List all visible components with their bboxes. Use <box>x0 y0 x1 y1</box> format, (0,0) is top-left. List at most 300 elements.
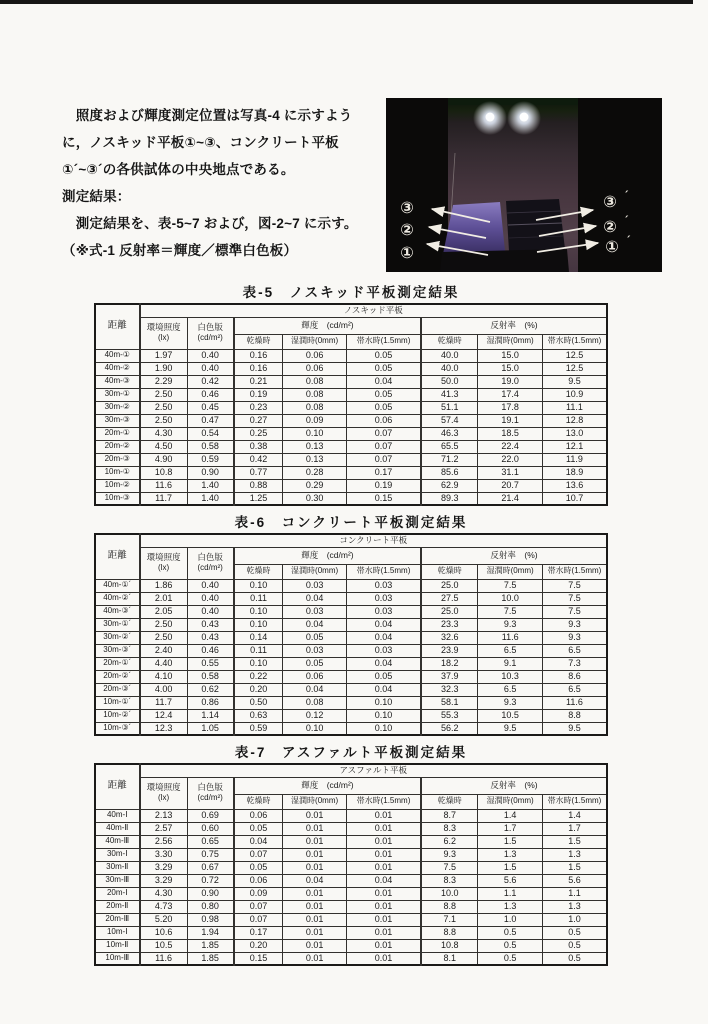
data-cell: 1.3 <box>478 848 543 861</box>
data-cell: 7.5 <box>478 579 543 592</box>
data-cell: 85.6 <box>421 466 478 479</box>
data-cell: 18.2 <box>421 657 478 670</box>
data-cell: 25.0 <box>421 579 478 592</box>
data-cell: 40.0 <box>421 362 478 375</box>
table-row <box>95 887 607 900</box>
data-cell: 1.1 <box>542 887 607 900</box>
data-cell: 10.7 <box>542 492 607 505</box>
data-cell: 0.12 <box>283 709 346 722</box>
data-cell: 0.88 <box>234 479 283 492</box>
col-header-flooded: 帯水時(1.5mm) <box>346 334 421 349</box>
data-cell: 9.3 <box>542 631 607 644</box>
table-row <box>95 683 607 696</box>
data-cell: 0.05 <box>283 631 346 644</box>
night-road-photo <box>386 98 662 272</box>
data-cell: 0.03 <box>283 644 346 657</box>
data-cell: 0.05 <box>346 349 421 362</box>
data-cell: 0.01 <box>283 939 346 952</box>
data-cell: 0.29 <box>283 479 346 492</box>
col-header-illuminance <box>140 777 188 809</box>
table-row <box>95 631 607 644</box>
table-6-body <box>95 579 607 735</box>
data-cell: 1.90 <box>140 362 188 375</box>
data-cell: 0.01 <box>346 939 421 952</box>
row-label-distance: 30m-③´ <box>95 644 140 657</box>
data-cell: 0.05 <box>234 861 283 874</box>
row-label-distance: 20m-②´ <box>95 670 140 683</box>
row-label-distance: 40m-③ <box>95 375 140 388</box>
table-row <box>95 696 607 709</box>
table-row <box>95 657 607 670</box>
data-cell: 0.01 <box>283 822 346 835</box>
table-row <box>95 349 607 362</box>
row-label-distance: 10m-②´ <box>95 709 140 722</box>
data-cell: 56.2 <box>421 722 478 735</box>
data-cell: 0.01 <box>346 835 421 848</box>
data-cell: 0.08 <box>283 401 346 414</box>
data-cell: 1.1 <box>478 887 543 900</box>
row-label-distance: 30m-②´ <box>95 631 140 644</box>
col-header-dry: 乾燥時 <box>234 334 283 349</box>
data-cell: 55.3 <box>421 709 478 722</box>
data-cell: 0.09 <box>234 887 283 900</box>
data-cell: 10.8 <box>140 466 188 479</box>
data-cell: 10.8 <box>421 939 478 952</box>
data-cell: 0.10 <box>283 427 346 440</box>
row-label-distance: 20m-①´ <box>95 657 140 670</box>
table-6 <box>94 533 608 736</box>
row-label-distance: 20m-Ⅲ <box>95 913 140 926</box>
label-3-prime: ③ <box>603 192 617 211</box>
col-header-flooded: 帯水時(1.5mm) <box>542 564 607 579</box>
col-header-flooded: 帯水時(1.5mm) <box>542 334 607 349</box>
col-header-white-plate <box>187 317 234 349</box>
data-cell: 0.03 <box>283 605 346 618</box>
label-2-prime: ② <box>603 217 617 236</box>
data-cell: 0.5 <box>478 939 543 952</box>
plate-type-header: コンクリート平板 <box>140 534 607 547</box>
data-cell: 17.8 <box>478 401 543 414</box>
data-cell: 2.50 <box>140 618 188 631</box>
data-cell: 12.5 <box>542 362 607 375</box>
header-text: 白色版 <box>197 322 223 333</box>
intro-line: 測定結果を、表-5~7 および，図-2~7 に示す。 <box>62 216 358 231</box>
data-cell: 0.03 <box>346 644 421 657</box>
table-row <box>95 466 607 479</box>
data-cell: 0.08 <box>283 375 346 388</box>
data-cell: 0.28 <box>283 466 346 479</box>
data-cell: 0.04 <box>283 874 346 887</box>
data-cell: 0.54 <box>187 427 234 440</box>
table-6-section <box>94 514 608 736</box>
data-cell: 0.63 <box>234 709 283 722</box>
data-cell: 0.01 <box>346 913 421 926</box>
header-unit: (lx) <box>158 562 170 572</box>
data-cell: 0.40 <box>187 362 234 375</box>
data-cell: 0.01 <box>283 848 346 861</box>
data-cell: 8.7 <box>421 809 478 822</box>
data-cell: 0.46 <box>187 388 234 401</box>
data-cell: 18.5 <box>478 427 543 440</box>
data-cell: 0.03 <box>346 605 421 618</box>
data-cell: 6.5 <box>542 644 607 657</box>
data-cell: 17.4 <box>478 388 543 401</box>
data-cell: 0.07 <box>234 913 283 926</box>
data-cell: 10.5 <box>140 939 188 952</box>
data-cell: 0.04 <box>283 618 346 631</box>
plate-type-header: ノスキッド平板 <box>140 304 607 317</box>
data-cell: 11.1 <box>542 401 607 414</box>
data-cell: 12.5 <box>542 349 607 362</box>
col-header-dry: 乾燥時 <box>421 564 478 579</box>
data-cell: 25.0 <box>421 605 478 618</box>
header-unit: (lx) <box>158 792 170 802</box>
data-cell: 0.01 <box>283 900 346 913</box>
col-header-distance: 距離 <box>95 534 140 579</box>
data-cell: 23.3 <box>421 618 478 631</box>
label-1: ① <box>400 243 414 262</box>
data-cell: 1.3 <box>542 848 607 861</box>
scan-artifact-bar <box>0 0 693 4</box>
table-7-title: 表-7 アスファルト平板測定結果 <box>234 745 468 760</box>
table-5 <box>94 303 608 506</box>
data-cell: 7.5 <box>421 861 478 874</box>
data-cell: 11.7 <box>140 492 188 505</box>
data-cell: 0.20 <box>234 683 283 696</box>
data-cell: 1.4 <box>542 809 607 822</box>
row-label-distance: 40m-Ⅱ <box>95 822 140 835</box>
data-cell: 0.17 <box>346 466 421 479</box>
data-cell: 0.77 <box>234 466 283 479</box>
col-header-dry: 乾燥時 <box>421 334 478 349</box>
data-cell: 1.5 <box>478 861 543 874</box>
table-row <box>95 375 607 388</box>
col-header-flooded: 帯水時(1.5mm) <box>346 564 421 579</box>
data-cell: 0.10 <box>234 618 283 631</box>
row-label-distance: 20m-Ⅱ <box>95 900 140 913</box>
data-cell: 4.10 <box>140 670 188 683</box>
table-5-title: 表-5 ノスキッド平板測定結果 <box>242 285 460 300</box>
prime-mark: ´ <box>625 234 631 247</box>
intro-line: に，ノスキッド平板①~③、コンクリート平板 <box>62 135 339 150</box>
table-7 <box>94 763 608 966</box>
data-cell: 8.1 <box>421 952 478 965</box>
data-cell: 8.6 <box>542 670 607 683</box>
row-label-distance: 40m-Ⅲ <box>95 835 140 848</box>
col-header-wet: 湿潤時(0mm) <box>478 334 543 349</box>
table-6-title: 表-6 コンクリート平板測定結果 <box>234 515 468 530</box>
data-cell: 0.10 <box>234 605 283 618</box>
col-header-distance: 距離 <box>95 764 140 809</box>
data-cell: 0.06 <box>234 809 283 822</box>
data-cell: 12.4 <box>140 709 188 722</box>
photo-4 <box>386 98 662 272</box>
data-cell: 18.9 <box>542 466 607 479</box>
table-row <box>95 722 607 735</box>
data-cell: 8.3 <box>421 822 478 835</box>
data-cell: 3.29 <box>140 874 188 887</box>
table-row <box>95 861 607 874</box>
row-label-distance: 30m-Ⅱ <box>95 861 140 874</box>
prime-mark: ´ <box>623 214 629 227</box>
data-cell: 1.40 <box>187 492 234 505</box>
data-cell: 9.3 <box>542 618 607 631</box>
data-cell: 1.14 <box>187 709 234 722</box>
data-cell: 0.19 <box>234 388 283 401</box>
table-7-section <box>94 744 608 966</box>
data-cell: 0.15 <box>346 492 421 505</box>
row-label-distance: 20m-Ⅰ <box>95 887 140 900</box>
table-7-body <box>95 809 607 965</box>
data-cell: 5.6 <box>478 874 543 887</box>
data-cell: 0.5 <box>478 952 543 965</box>
data-cell: 5.6 <box>542 874 607 887</box>
noskid-plate <box>443 202 505 254</box>
results-heading: 測定結果： <box>62 189 131 204</box>
data-cell: 31.1 <box>478 466 543 479</box>
header-text: 環境照度 <box>146 552 181 563</box>
data-cell: 0.01 <box>346 809 421 822</box>
data-cell: 1.3 <box>542 900 607 913</box>
data-cell: 0.06 <box>346 414 421 427</box>
row-label-distance: 30m-③ <box>95 414 140 427</box>
row-label-distance: 40m-② <box>95 362 140 375</box>
table-row <box>95 809 607 822</box>
data-cell: 58.1 <box>421 696 478 709</box>
data-cell: 0.04 <box>283 683 346 696</box>
table-row <box>95 362 607 375</box>
data-cell: 22.4 <box>478 440 543 453</box>
prime-mark: ´ <box>623 189 629 202</box>
data-cell: 65.5 <box>421 440 478 453</box>
data-cell: 27.5 <box>421 592 478 605</box>
intro-text <box>62 102 392 264</box>
data-cell: 71.2 <box>421 453 478 466</box>
col-group-reflectance: 反射率 (%) <box>421 317 607 334</box>
table-row <box>95 605 607 618</box>
data-cell: 0.01 <box>346 861 421 874</box>
plate-base-shadow <box>440 249 569 272</box>
data-cell: 0.10 <box>346 709 421 722</box>
header-unit: (cd/m²) <box>197 332 223 342</box>
col-header-dry: 乾燥時 <box>421 794 478 809</box>
data-cell: 2.40 <box>140 644 188 657</box>
label-2: ② <box>400 220 414 239</box>
data-cell: 6.5 <box>542 683 607 696</box>
data-cell: 2.56 <box>140 835 188 848</box>
data-cell: 0.22 <box>234 670 283 683</box>
data-cell: 3.29 <box>140 861 188 874</box>
data-cell: 0.01 <box>346 926 421 939</box>
table-row <box>95 618 607 631</box>
data-cell: 7.1 <box>421 913 478 926</box>
data-cell: 0.08 <box>283 696 346 709</box>
row-label-distance: 20m-① <box>95 427 140 440</box>
col-group-luminance: 輝度 (cd/m²) <box>234 317 421 334</box>
table-row <box>95 579 607 592</box>
data-cell: 2.50 <box>140 631 188 644</box>
data-cell: 10.9 <box>542 388 607 401</box>
data-cell: 0.04 <box>346 375 421 388</box>
col-header-wet: 湿潤時(0mm) <box>283 334 346 349</box>
table-row <box>95 835 607 848</box>
data-cell: 1.05 <box>187 722 234 735</box>
row-label-distance: 30m-Ⅰ <box>95 848 140 861</box>
data-cell: 2.13 <box>140 809 188 822</box>
data-cell: 19.1 <box>478 414 543 427</box>
data-cell: 0.40 <box>187 349 234 362</box>
data-cell: 2.01 <box>140 592 188 605</box>
header-unit: (lx) <box>158 332 170 342</box>
data-cell: 0.10 <box>283 722 346 735</box>
data-cell: 0.04 <box>346 683 421 696</box>
col-header-dry: 乾燥時 <box>234 794 283 809</box>
data-cell: 0.90 <box>187 466 234 479</box>
data-cell: 0.75 <box>187 848 234 861</box>
data-cell: 0.06 <box>283 670 346 683</box>
data-cell: 12.3 <box>140 722 188 735</box>
data-cell: 0.11 <box>234 644 283 657</box>
data-cell: 10.0 <box>478 592 543 605</box>
table-row <box>95 848 607 861</box>
row-label-distance: 40m-①´ <box>95 579 140 592</box>
data-cell: 2.57 <box>140 822 188 835</box>
data-cell: 1.97 <box>140 349 188 362</box>
col-header-illuminance <box>140 317 188 349</box>
col-header-distance: 距離 <box>95 304 140 349</box>
data-cell: 0.43 <box>187 618 234 631</box>
data-cell: 0.01 <box>346 900 421 913</box>
data-cell: 0.03 <box>346 579 421 592</box>
data-cell: 10.5 <box>478 709 543 722</box>
label-1-prime: ① <box>605 237 619 256</box>
intro-line: 照度および輝度測定位置は写真-4 に示すよう <box>62 108 353 123</box>
data-cell: 7.5 <box>542 592 607 605</box>
data-cell: 0.05 <box>346 388 421 401</box>
data-cell: 9.3 <box>478 696 543 709</box>
table-row <box>95 440 607 453</box>
data-cell: 0.90 <box>187 887 234 900</box>
row-label-distance: 40m-Ⅰ <box>95 809 140 822</box>
row-label-distance: 30m-①´ <box>95 618 140 631</box>
data-cell: 89.3 <box>421 492 478 505</box>
data-cell: 62.9 <box>421 479 478 492</box>
data-cell: 21.4 <box>478 492 543 505</box>
data-cell: 0.59 <box>187 453 234 466</box>
data-cell: 0.10 <box>234 579 283 592</box>
data-cell: 6.5 <box>478 683 543 696</box>
table-row <box>95 453 607 466</box>
data-cell: 7.5 <box>542 579 607 592</box>
data-cell: 0.45 <box>187 401 234 414</box>
data-cell: 1.7 <box>478 822 543 835</box>
data-cell: 0.23 <box>234 401 283 414</box>
data-cell: 9.3 <box>421 848 478 861</box>
photo-top-band <box>448 98 578 105</box>
data-cell: 0.60 <box>187 822 234 835</box>
data-cell: 0.69 <box>187 809 234 822</box>
data-cell: 11.7 <box>140 696 188 709</box>
data-cell: 2.50 <box>140 401 188 414</box>
data-cell: 0.21 <box>234 375 283 388</box>
data-cell: 0.04 <box>234 835 283 848</box>
data-cell: 32.6 <box>421 631 478 644</box>
data-cell: 12.8 <box>542 414 607 427</box>
table-5-body <box>95 349 607 505</box>
col-header-dry: 乾燥時 <box>234 564 283 579</box>
data-cell: 0.09 <box>283 414 346 427</box>
data-cell: 7.3 <box>542 657 607 670</box>
data-cell: 8.8 <box>542 709 607 722</box>
data-cell: 1.0 <box>478 913 543 926</box>
data-cell: 0.19 <box>346 479 421 492</box>
row-label-distance: 30m-① <box>95 388 140 401</box>
data-cell: 7.5 <box>542 605 607 618</box>
row-label-distance: 40m-① <box>95 349 140 362</box>
data-cell: 1.25 <box>234 492 283 505</box>
row-label-distance: 10m-③ <box>95 492 140 505</box>
data-cell: 0.72 <box>187 874 234 887</box>
data-cell: 8.8 <box>421 900 478 913</box>
label-3: ③ <box>400 198 414 217</box>
data-cell: 0.07 <box>346 440 421 453</box>
data-cell: 0.46 <box>187 644 234 657</box>
row-label-distance: 10m-①´ <box>95 696 140 709</box>
data-cell: 0.01 <box>283 913 346 926</box>
data-cell: 0.38 <box>234 440 283 453</box>
data-cell: 0.5 <box>478 926 543 939</box>
col-group-reflectance: 反射率 (%) <box>421 547 607 564</box>
data-cell: 0.98 <box>187 913 234 926</box>
data-cell: 0.42 <box>187 375 234 388</box>
data-cell: 20.7 <box>478 479 543 492</box>
data-cell: 51.1 <box>421 401 478 414</box>
headlight-left <box>486 113 495 122</box>
data-cell: 0.5 <box>542 926 607 939</box>
data-cell: 0.10 <box>346 696 421 709</box>
data-cell: 15.0 <box>478 362 543 375</box>
data-cell: 0.07 <box>234 900 283 913</box>
data-cell: 5.20 <box>140 913 188 926</box>
data-cell: 4.90 <box>140 453 188 466</box>
data-cell: 0.05 <box>283 657 346 670</box>
data-cell: 2.50 <box>140 414 188 427</box>
header-text: 白色版 <box>197 782 223 793</box>
data-cell: 9.3 <box>478 618 543 631</box>
data-cell: 0.01 <box>346 952 421 965</box>
data-cell: 0.05 <box>346 401 421 414</box>
data-cell: 11.6 <box>140 479 188 492</box>
data-cell: 0.5 <box>542 952 607 965</box>
data-cell: 0.65 <box>187 835 234 848</box>
data-cell: 0.13 <box>283 453 346 466</box>
data-cell: 6.5 <box>478 644 543 657</box>
data-cell: 0.42 <box>234 453 283 466</box>
data-cell: 0.14 <box>234 631 283 644</box>
data-cell: 0.27 <box>234 414 283 427</box>
data-cell: 0.16 <box>234 349 283 362</box>
table-row <box>95 874 607 887</box>
data-cell: 0.10 <box>234 657 283 670</box>
table-row <box>95 644 607 657</box>
table-row <box>95 479 607 492</box>
row-label-distance: 10m-② <box>95 479 140 492</box>
data-cell: 11.6 <box>478 631 543 644</box>
data-cell: 0.59 <box>234 722 283 735</box>
table-row <box>95 913 607 926</box>
data-cell: 13.6 <box>542 479 607 492</box>
col-header-wet: 湿潤時(0mm) <box>478 794 543 809</box>
